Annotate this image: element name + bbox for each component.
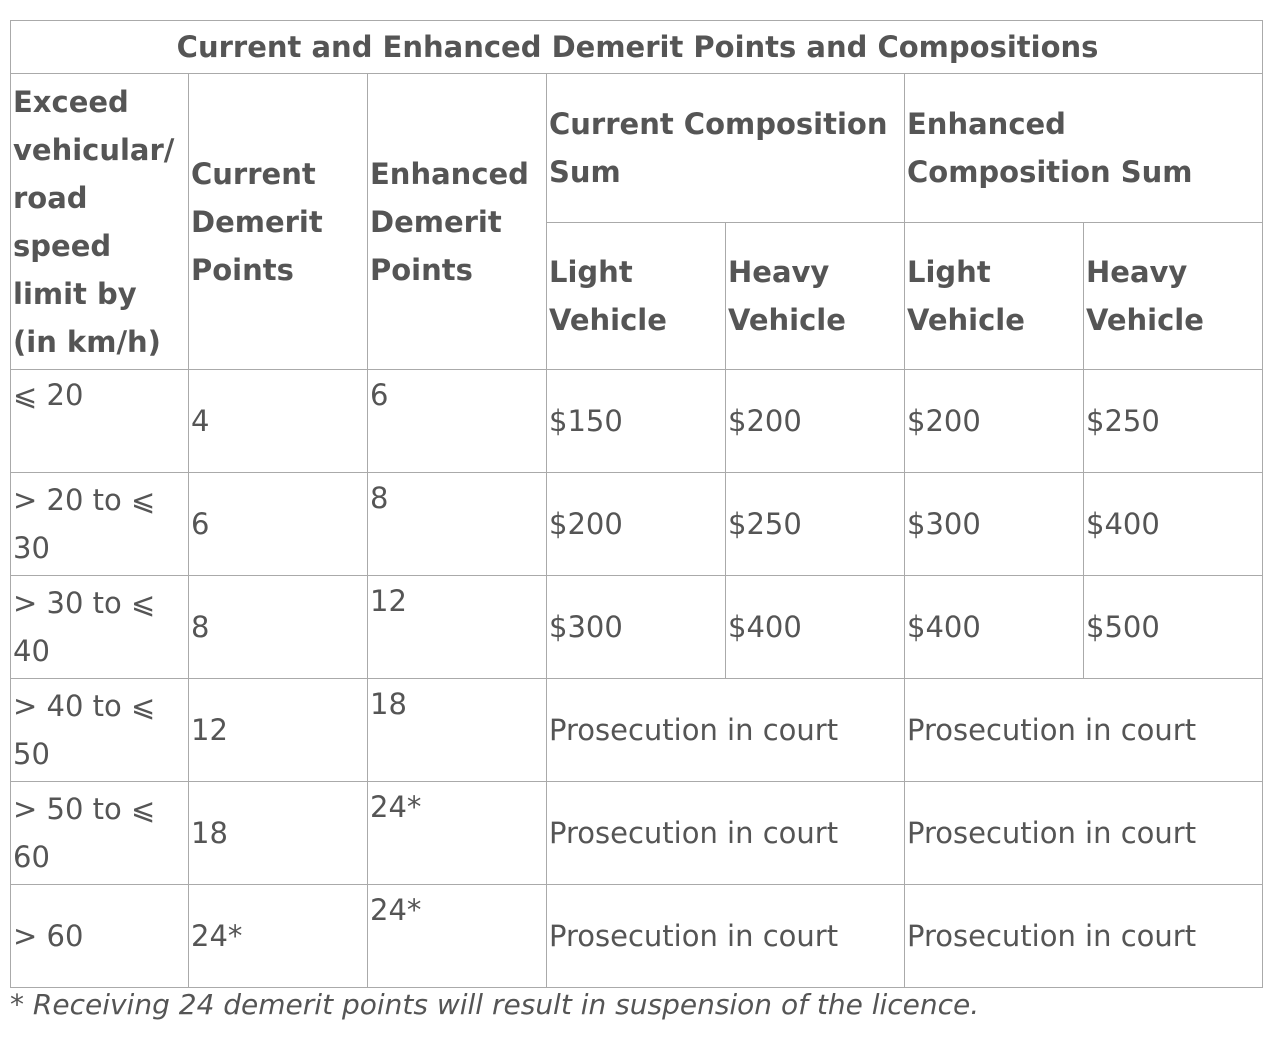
cell-current-composition: Prosecution in court (547, 782, 905, 885)
cell-enhanced-heavy: $400 (1084, 473, 1263, 576)
cell-current-points: 8 (189, 576, 368, 679)
header-enhanced-composition-sum: Enhanced Composition Sum (905, 74, 1263, 223)
footnote: * Receiving 24 demerit points will result in suspension of the licence. (10, 988, 980, 1021)
table-row (11, 370, 1263, 473)
header-enhanced-demerit-points: Enhanced Demerit Points (368, 74, 547, 370)
cell-current-heavy: $200 (726, 370, 905, 473)
header-enhanced-heavy-vehicle: Heavy Vehicle (1084, 223, 1263, 370)
cell-enhanced-light: $200 (905, 370, 1084, 473)
table-row (11, 473, 1263, 576)
cell-enhanced-composition: Prosecution in court (905, 679, 1263, 782)
cell-current-points: 4 (189, 370, 368, 473)
cell-enhanced-points: 6 (368, 370, 547, 473)
cell-current-composition: Prosecution in court (547, 679, 905, 782)
cell-enhanced-points: 24* (368, 885, 547, 988)
cell-speed: > 50 to ⩽ 60 (11, 782, 189, 885)
cell-current-composition: Prosecution in court (547, 885, 905, 988)
cell-enhanced-points: 24* (368, 782, 547, 885)
cell-current-points: 12 (189, 679, 368, 782)
cell-speed: > 60 (11, 885, 189, 988)
header-current-composition-sum: Current Composition Sum (547, 74, 905, 223)
cell-current-light: $200 (547, 473, 726, 576)
demerit-points-table (10, 20, 1263, 988)
header-current-light-vehicle: Light Vehicle (547, 223, 726, 370)
cell-enhanced-heavy: $250 (1084, 370, 1263, 473)
cell-enhanced-heavy: $500 (1084, 576, 1263, 679)
cell-speed: > 20 to ⩽ 30 (11, 473, 189, 576)
cell-enhanced-points: 18 (368, 679, 547, 782)
cell-current-heavy: $250 (726, 473, 905, 576)
header-speed-excess: Exceed vehicular/ road speed limit by (in km/h) (11, 74, 189, 370)
header-enhanced-light-vehicle: Light Vehicle (905, 223, 1084, 370)
cell-current-points: 6 (189, 473, 368, 576)
cell-current-heavy: $400 (726, 576, 905, 679)
table-title: Current and Enhanced Demerit Points and Compositions (11, 21, 1263, 74)
cell-enhanced-composition: Prosecution in court (905, 885, 1263, 988)
cell-enhanced-composition: Prosecution in court (905, 782, 1263, 885)
cell-enhanced-points: 8 (368, 473, 547, 576)
cell-current-light: $300 (547, 576, 726, 679)
table-row (11, 576, 1263, 679)
cell-current-points: 18 (189, 782, 368, 885)
table-caption-row (11, 21, 1263, 74)
table-row (11, 885, 1263, 988)
table-row (11, 679, 1263, 782)
cell-enhanced-light: $300 (905, 473, 1084, 576)
table-header-row (11, 74, 1263, 223)
table-row (11, 782, 1263, 885)
cell-speed: > 40 to ⩽ 50 (11, 679, 189, 782)
header-current-heavy-vehicle: Heavy Vehicle (726, 223, 905, 370)
header-current-demerit-points: Current Demerit Points (189, 74, 368, 370)
cell-speed: ⩽ 20 (11, 370, 189, 473)
cell-enhanced-points: 12 (368, 576, 547, 679)
cell-enhanced-light: $400 (905, 576, 1084, 679)
cell-current-points: 24* (189, 885, 368, 988)
cell-speed: > 30 to ⩽ 40 (11, 576, 189, 679)
cell-current-light: $150 (547, 370, 726, 473)
